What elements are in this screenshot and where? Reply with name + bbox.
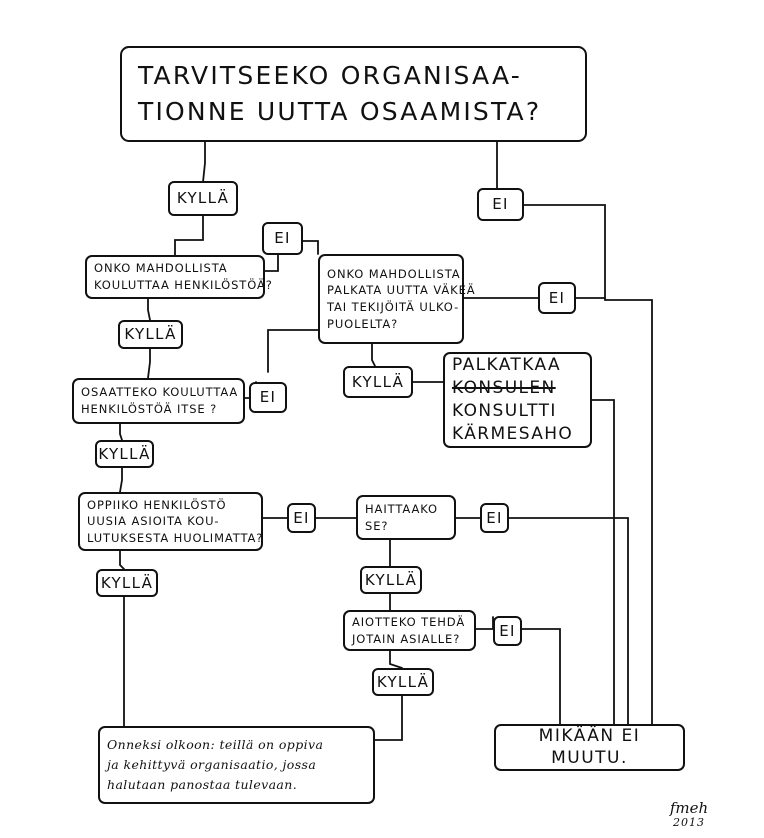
- question-haittaako-se: [356, 495, 456, 540]
- outcome-success: [98, 726, 375, 804]
- action-line-3: KONSULTTI: [452, 401, 557, 421]
- outcome-no-change: [494, 724, 685, 771]
- signature-year: 2013: [673, 815, 705, 829]
- question-line-1: OSAATTEKO KOULUTTAA: [81, 385, 239, 400]
- question-line-1: ONKO MAHDOLLISTA: [327, 266, 461, 281]
- label-ei-2: [262, 222, 303, 255]
- signature-name: fmeh: [669, 799, 709, 817]
- label-kylla-2: [118, 320, 183, 349]
- label-kylla-7: [372, 668, 434, 696]
- label-text: KYLLÄ: [364, 570, 418, 589]
- label-text: KYLLÄ: [351, 372, 405, 391]
- question-line-2: JOTAIN ASIALLE?: [352, 631, 461, 646]
- label-ei-3: [538, 282, 576, 314]
- outcome-line-2: ja kehittyvä organisaatio, jossa: [107, 757, 317, 772]
- title-line-1: TARVITSEEKO ORGANISAA-: [138, 60, 522, 90]
- label-text: EI: [274, 229, 291, 248]
- question-line-2: PALKATA UUTTA VÄKEÄ: [327, 283, 476, 298]
- action-line-4: KÄRMESAHO: [452, 423, 574, 444]
- label-text: KYLLÄ: [176, 189, 230, 208]
- question-osaatteko-kouluttaa-itse: [72, 378, 245, 424]
- question-line-2: KOULUTTAA HENKILÖSTÖÄ?: [94, 278, 273, 292]
- question-line-4: PUOLELTA?: [327, 316, 399, 331]
- label-kylla-1: [168, 181, 238, 216]
- question-palkata-uutta-vakea: [318, 254, 476, 344]
- signature: [660, 800, 718, 829]
- action-line-1: PALKATKAA: [452, 355, 561, 376]
- label-ei-4: [249, 382, 287, 413]
- action-palkatkaa-konsultti: [443, 352, 592, 448]
- label-text: EI: [499, 621, 516, 640]
- outcome-line-3: halutaan panostaa tulevaan.: [107, 777, 298, 792]
- label-text: KYLLÄ: [124, 325, 177, 344]
- question-oppiiko-henkilosto: [78, 492, 263, 551]
- question-line-1: ONKO MAHDOLLISTA: [94, 261, 228, 276]
- question-line-2: SE?: [365, 518, 389, 533]
- label-ei-7: [493, 616, 522, 646]
- question-line-3: LUTUKSESTA HUOLIMATTA?: [87, 530, 264, 545]
- label-kylla-3: [95, 440, 154, 468]
- label-text: EI: [293, 508, 310, 527]
- title-box: [120, 46, 587, 142]
- label-text: KYLLÄ: [98, 444, 151, 463]
- question-aiotteko-tehda-jotain: [343, 610, 476, 651]
- label-ei-6: [480, 503, 509, 533]
- label-text: KYLLÄ: [100, 573, 154, 592]
- label-text: EI: [486, 508, 503, 527]
- label-text: EI: [492, 195, 509, 214]
- question-line-2: UUSIA ASIOITA KOU-: [87, 514, 220, 529]
- label-ei-5: [287, 503, 316, 533]
- label-text: EI: [548, 288, 566, 307]
- label-ei-1: [477, 188, 524, 221]
- question-line-1: AIOTTEKO TEHDÄ: [352, 614, 466, 629]
- question-line-1: OPPIIKO HENKILÖSTÖ: [87, 497, 227, 512]
- label-text: EI: [259, 388, 277, 407]
- question-line-1: HAITTAAKO: [365, 501, 438, 516]
- outcome-text: MIKÄÄN EI MUUTU.: [538, 726, 641, 768]
- question-line-2: HENKILÖSTÖÄ ITSE ?: [81, 402, 218, 416]
- label-kylla-4: [343, 366, 413, 398]
- label-kylla-5: [360, 566, 422, 594]
- title-line-2: TIONNE UUTTA OSAAMISTA?: [138, 97, 542, 126]
- question-kouluttaa-henkilostoa: [85, 255, 273, 299]
- question-line-3: TAI TEKIJÖITÄ ULKO-: [327, 300, 460, 314]
- label-text: KYLLÄ: [376, 672, 430, 691]
- action-line-2-struck: KONSULEN: [452, 378, 556, 399]
- label-kylla-6: [96, 569, 158, 597]
- outcome-line-1: Onneksi olkoon: teillä on oppiva: [107, 737, 324, 752]
